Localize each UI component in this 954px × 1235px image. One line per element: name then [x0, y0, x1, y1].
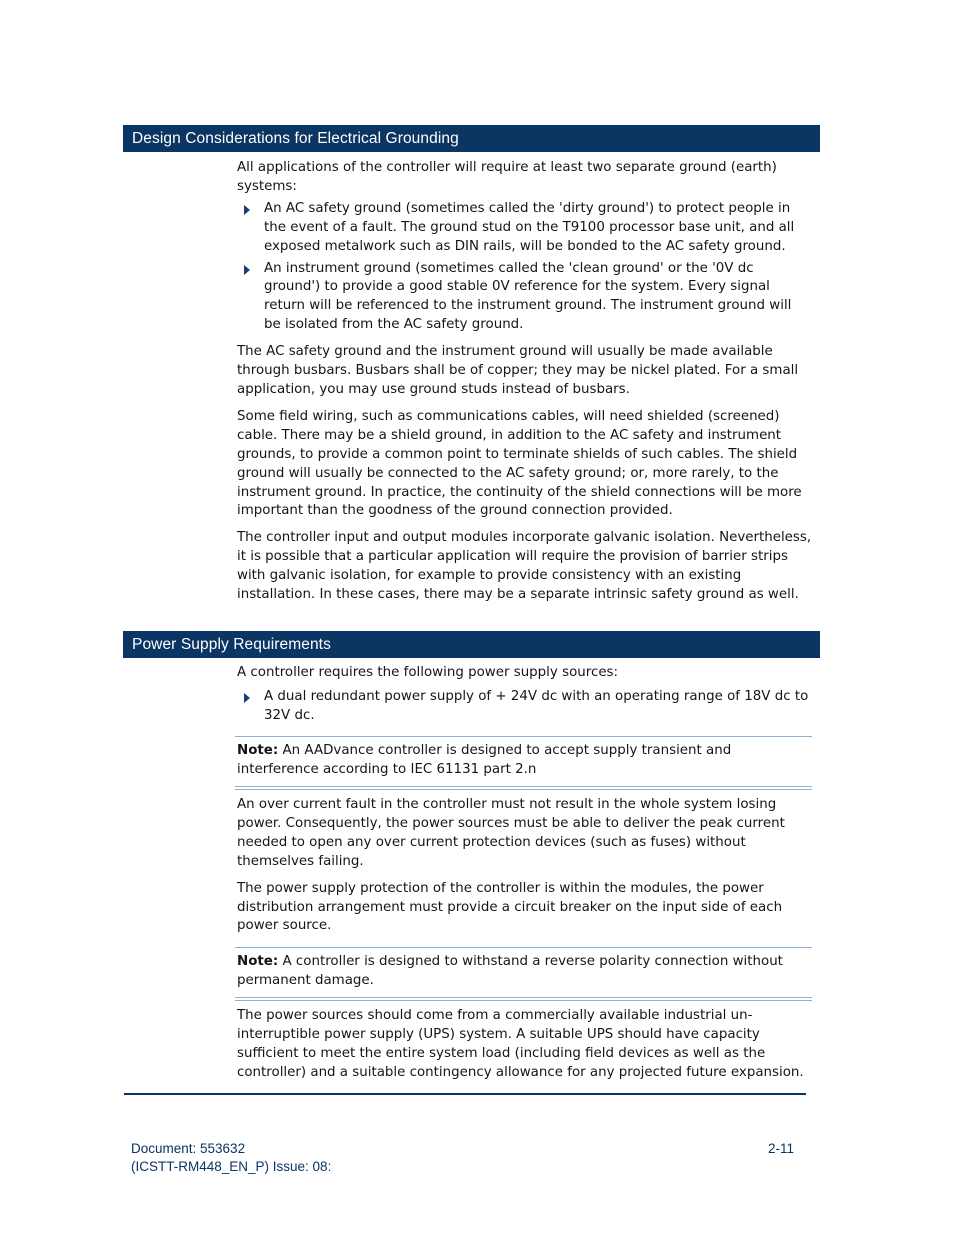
section-heading-power-supply: Power Supply Requirements — [123, 631, 820, 658]
body-paragraph: The controller input and output modules incorporate galvanic isolation. Nevertheless, it is possible that a particular application will require the provision of barrier strips with galvanic isolation, for example to provide consistency with an existing installation. In these cases, there may be a separate intrinsic safety ground as well. — [237, 530, 812, 603]
note-label: Note: — [237, 954, 279, 969]
footer-page-number: 2-11 — [768, 1141, 795, 1156]
note-text: An AADvance controller is designed to accept supply transient and interference according to IEC 61131 part 2.n — [237, 743, 732, 777]
footer-document-number: Document: 553632 — [131, 1141, 246, 1156]
note-text: A controller is designed to withstand a reverse polarity connection without permanent damage. — [237, 954, 783, 988]
section-body-power-main — [237, 796, 812, 936]
body-paragraph: The AC safety ground and the instrument ground will usually be made available through busbars. Busbars shall be of copper; they may be nickel plated. For a small application, you may use ground studs instead of busbars. — [237, 344, 799, 397]
footer-rule — [124, 1093, 806, 1095]
intro-paragraph: A controller requires the following power supply sources: — [237, 665, 619, 680]
bullet-list — [237, 200, 812, 335]
bullet-text: An instrument ground (sometimes called the 'clean ground' or the '0V dc ground') to provide a good stable 0V reference for the system. Every signal return will be referenced to the instrument ground. The instrument ground will be isolated from the AC safety ground. — [264, 260, 792, 333]
intro-paragraph: All applications of the controller will require at least two separate ground (earth) systems: — [237, 160, 777, 194]
bullet-item — [237, 200, 812, 257]
bullet-item — [237, 260, 812, 336]
body-paragraph: Some field wiring, such as communications cables, will need shielded (screened) cable. There may be a shield ground, in addition to the AC safety and instrument grounds, to provide a common point to terminate shields of such cables. The shield ground will usually be connected to the AC safety ground; or, more rarely, to the instrument ground. In practice, the continuity of the shield connections will be more important than the goodness of the ground connection provided. — [237, 408, 802, 519]
section-body-grounding — [237, 159, 812, 605]
note-top-rule — [235, 736, 812, 737]
note-label: Note: — [237, 743, 279, 758]
note-paragraph — [237, 953, 812, 991]
section-heading-grounding: Design Considerations for Electrical Grounding — [123, 125, 820, 152]
section-body-power-ups — [237, 1007, 812, 1083]
note-top-rule — [235, 947, 812, 948]
bullet-text: An AC safety ground (sometimes called the 'dirty ground') to protect people in the event of a fault. The ground stud on the T9100 processor base unit, and all exposed metalwork such as DIN rails, will be bonded to the AC safety ground. — [264, 200, 795, 254]
note-bottom-rule — [235, 786, 812, 790]
note-box — [237, 742, 812, 780]
bullet-item — [237, 688, 812, 726]
bullet-text: A dual redundant power supply of + 24V dc with an operating range of 18V dc to 32V dc. — [264, 688, 809, 723]
note-box — [237, 953, 812, 991]
bullet-arrow-icon — [244, 693, 250, 703]
body-paragraph: The power sources should come from a commercially available industrial un-interruptible power supply (UPS) system. A suitable UPS should have capacity sufficient to meet the entire system load (including field devices as well as the controller) and a suitable contingency allowance for any projected future expansion. — [237, 1008, 804, 1080]
bullet-arrow-icon — [244, 205, 250, 215]
body-paragraph: The power supply protection of the controller is within the modules, the power distribution arrangement must provide a circuit breaker on the input side of each power source. — [237, 880, 783, 934]
note-bottom-rule — [235, 997, 812, 1001]
footer-issue: (ICSTT-RM448_EN_P) Issue: 08: — [131, 1159, 332, 1174]
note-paragraph — [237, 742, 812, 780]
body-paragraph: An over current fault in the controller must not result in the whole system losing power. Consequently, the power sources must be able to deliver the peak current needed to open any over current protection devices (such as fuses) without themselves failing. — [237, 797, 785, 869]
bullet-arrow-icon — [244, 265, 250, 275]
section-body-power-intro — [237, 664, 812, 726]
bullet-list — [237, 688, 812, 726]
